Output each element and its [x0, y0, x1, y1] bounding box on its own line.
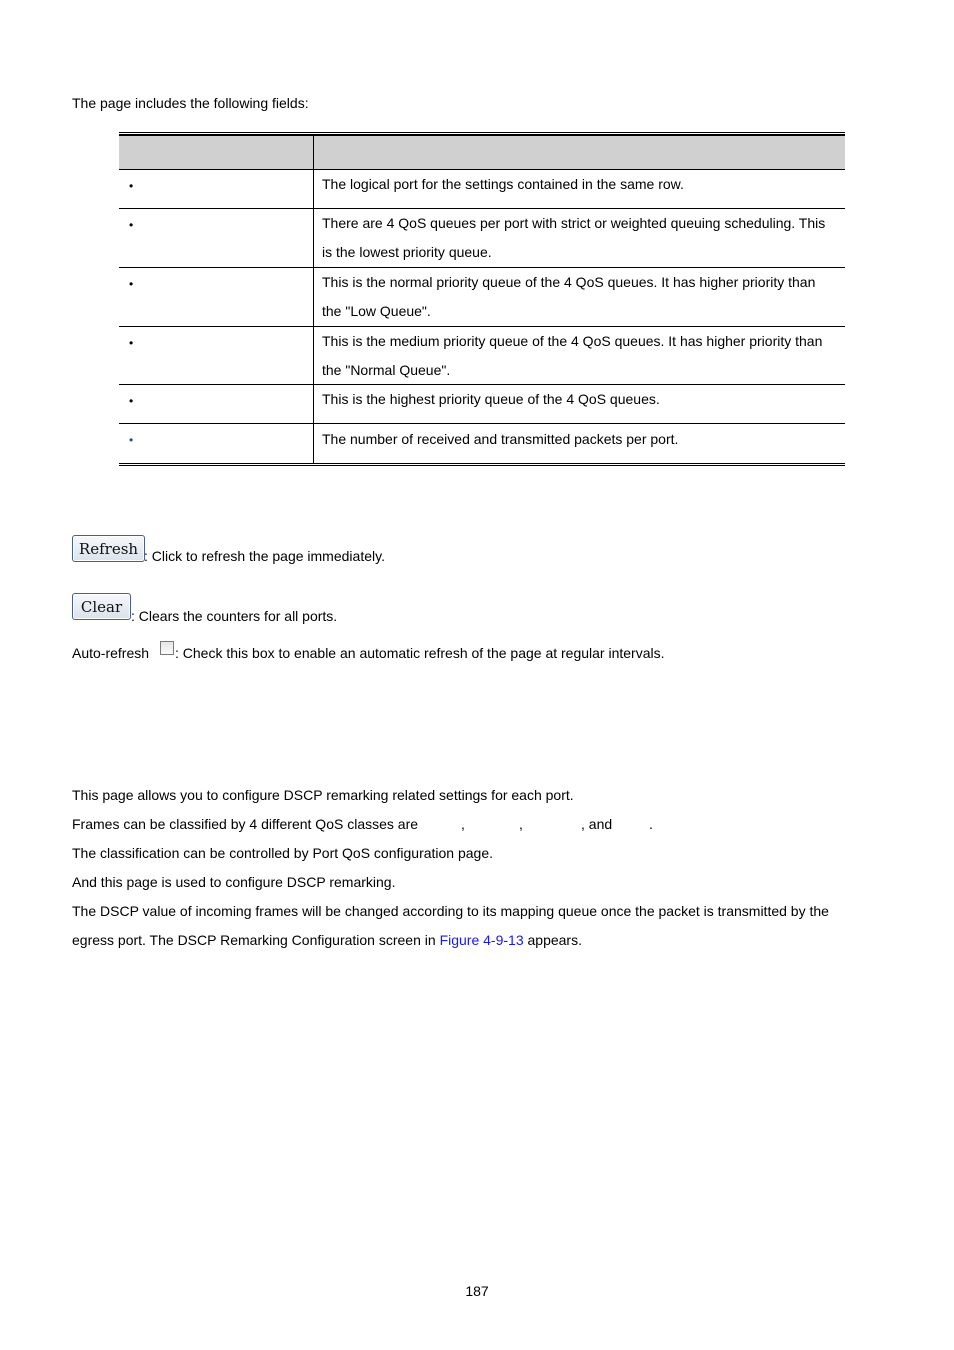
paragraph-6-text: egress port. The DSCP Remarking Configuration screen in [72, 932, 440, 948]
table-row [119, 268, 845, 327]
auto-refresh-description: : Check this box to enable an automatic refresh of the page at regular intervals. [175, 645, 665, 661]
object-cell [119, 327, 314, 384]
paragraph-6 [72, 932, 582, 948]
table-bottom-rule [119, 463, 845, 466]
clear-button[interactable]: Clear [72, 593, 131, 620]
header-description-cell [314, 136, 845, 169]
header-object-cell [119, 136, 314, 169]
auto-refresh-checkbox[interactable] [160, 641, 174, 655]
paragraph-5: The DSCP value of incoming frames will be changed according to its mapping queue once the packet is transmitted by the [72, 903, 829, 919]
object-cell [119, 424, 314, 463]
fields-table [119, 132, 845, 466]
bullet-icon: • [129, 179, 134, 193]
auto-refresh-label: Auto-refresh [72, 645, 150, 661]
bullet-icon: • [129, 218, 134, 232]
page-number: 187 [465, 1283, 489, 1299]
clear-description: : Clears the counters for all ports. [131, 608, 338, 624]
figure-link[interactable]: Figure 4-9-13 [439, 932, 524, 948]
paragraph-2-period: . [649, 816, 653, 832]
refresh-description: : Click to refresh the page immediately. [144, 548, 385, 564]
object-cell [119, 209, 314, 267]
bullet-icon: • [129, 336, 134, 350]
table-row [119, 385, 845, 424]
table-row [119, 170, 845, 209]
description-cell: This is the normal priority queue of the 4 QoS queues. It has higher priority than the "Low Queue". [322, 274, 816, 319]
paragraph-6-tail: appears. [523, 932, 582, 948]
intro-text: The page includes the following fields: [72, 95, 309, 111]
paragraph-3: The classification can be controlled by Port QoS configuration page. [72, 845, 494, 861]
table-row [119, 209, 845, 268]
object-cell [119, 385, 314, 423]
paragraph-2-and: , and [581, 816, 613, 832]
object-cell [119, 268, 314, 326]
description-cell: This is the medium priority queue of the 4 QoS queues. It has higher priority than the "Normal Queue". [322, 333, 823, 378]
paragraph-2-comma-1: , [461, 816, 465, 832]
description-cell: There are 4 QoS queues per port with strict or weighted queuing scheduling. This is the lowest priority queue. [322, 215, 826, 260]
refresh-button[interactable]: Refresh [72, 535, 145, 562]
paragraph-4: And this page is used to configure DSCP remarking. [72, 874, 396, 890]
bullet-icon: • [129, 277, 134, 291]
description-cell: This is the highest priority queue of the 4 QoS queues. [322, 391, 660, 407]
paragraph-1: This page allows you to configure DSCP remarking related settings for each port. [72, 787, 574, 803]
paragraph-2: Frames can be classified by 4 different QoS classes are [72, 816, 419, 832]
bullet-icon: • [129, 433, 134, 447]
table-row [119, 327, 845, 385]
description-cell: The number of received and transmitted packets per port. [322, 431, 679, 447]
bullet-icon: • [129, 394, 134, 408]
object-cell [119, 170, 314, 208]
description-cell: The logical port for the settings contained in the same row. [322, 176, 684, 192]
table-row [119, 424, 845, 463]
table-header [119, 135, 845, 170]
paragraph-2-comma-2: , [519, 816, 523, 832]
